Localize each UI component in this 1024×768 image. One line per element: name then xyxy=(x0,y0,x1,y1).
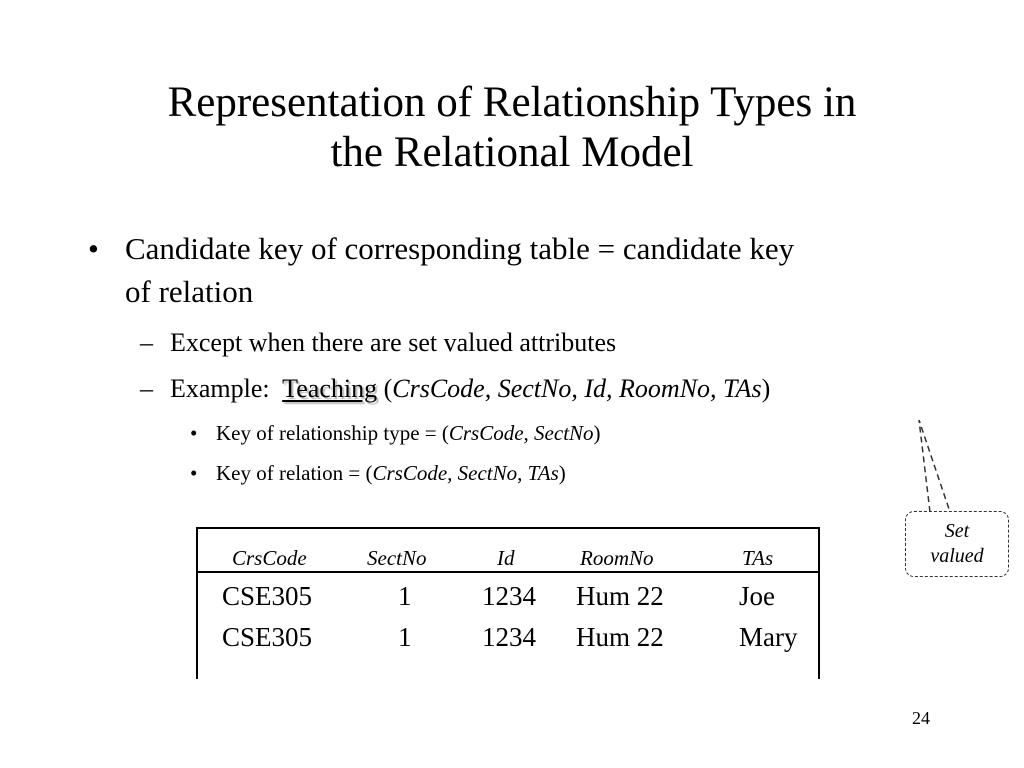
column-header-id: Id xyxy=(497,546,515,570)
page-number: 24 xyxy=(912,708,930,728)
key-relationship-prefix: Key of relationship type = ( xyxy=(216,421,449,445)
column-header-sectno: SectNo xyxy=(367,546,427,570)
cell-crscode: CSE305 xyxy=(222,622,313,652)
dash-marker: – xyxy=(140,374,153,403)
cell-id: 1234 xyxy=(482,622,536,652)
cell-sectno: 1 xyxy=(398,622,412,652)
column-header-crscode: CrsCode xyxy=(232,546,307,570)
dash-marker: – xyxy=(140,328,153,357)
bullet-text-line-2: of relation xyxy=(125,274,254,309)
cell-tas: Mary xyxy=(739,622,798,652)
cell-roomno: Hum 22 xyxy=(576,581,664,611)
column-header-tas: TAs xyxy=(742,546,774,570)
key-relation-prefix: Key of relation = ( xyxy=(216,461,373,485)
callout-line-2: valued xyxy=(930,545,984,567)
open-paren: ( xyxy=(377,374,393,403)
key-relationship-attributes: CrsCode, SectNo xyxy=(448,421,594,445)
set-valued-callout xyxy=(905,511,1009,577)
subbullet-except-text: Except when there are set valued attributes xyxy=(170,328,617,357)
callout-line-1: Set xyxy=(944,520,970,542)
title-line-2: the Relational Model xyxy=(330,129,694,176)
cell-roomno: Hum 22 xyxy=(576,622,664,652)
cell-id: 1234 xyxy=(482,581,536,611)
dot-marker: • xyxy=(190,421,198,445)
cell-tas: Joe xyxy=(739,581,775,611)
relation-attributes: CrsCode, SectNo, Id, RoomNo, TAs xyxy=(392,374,762,403)
cell-crscode: CSE305 xyxy=(222,581,313,611)
example-prefix: Example: xyxy=(170,374,283,403)
column-header-roomno: RoomNo xyxy=(580,546,654,570)
dot-marker: • xyxy=(190,461,198,485)
close-paren: ) xyxy=(558,461,566,485)
bullet-marker: • xyxy=(88,231,99,266)
relation-name-teaching: Teaching xyxy=(282,374,378,403)
title-line-1: Representation of Relationship Types in xyxy=(167,79,857,126)
bullet-text-line-1: Candidate key of corresponding table = candidate key xyxy=(125,231,795,266)
key-relation-attributes: CrsCode, SectNo, TAs xyxy=(372,461,559,485)
close-paren: ) xyxy=(593,421,601,445)
cell-sectno: 1 xyxy=(398,581,412,611)
close-paren: ) xyxy=(761,374,771,403)
